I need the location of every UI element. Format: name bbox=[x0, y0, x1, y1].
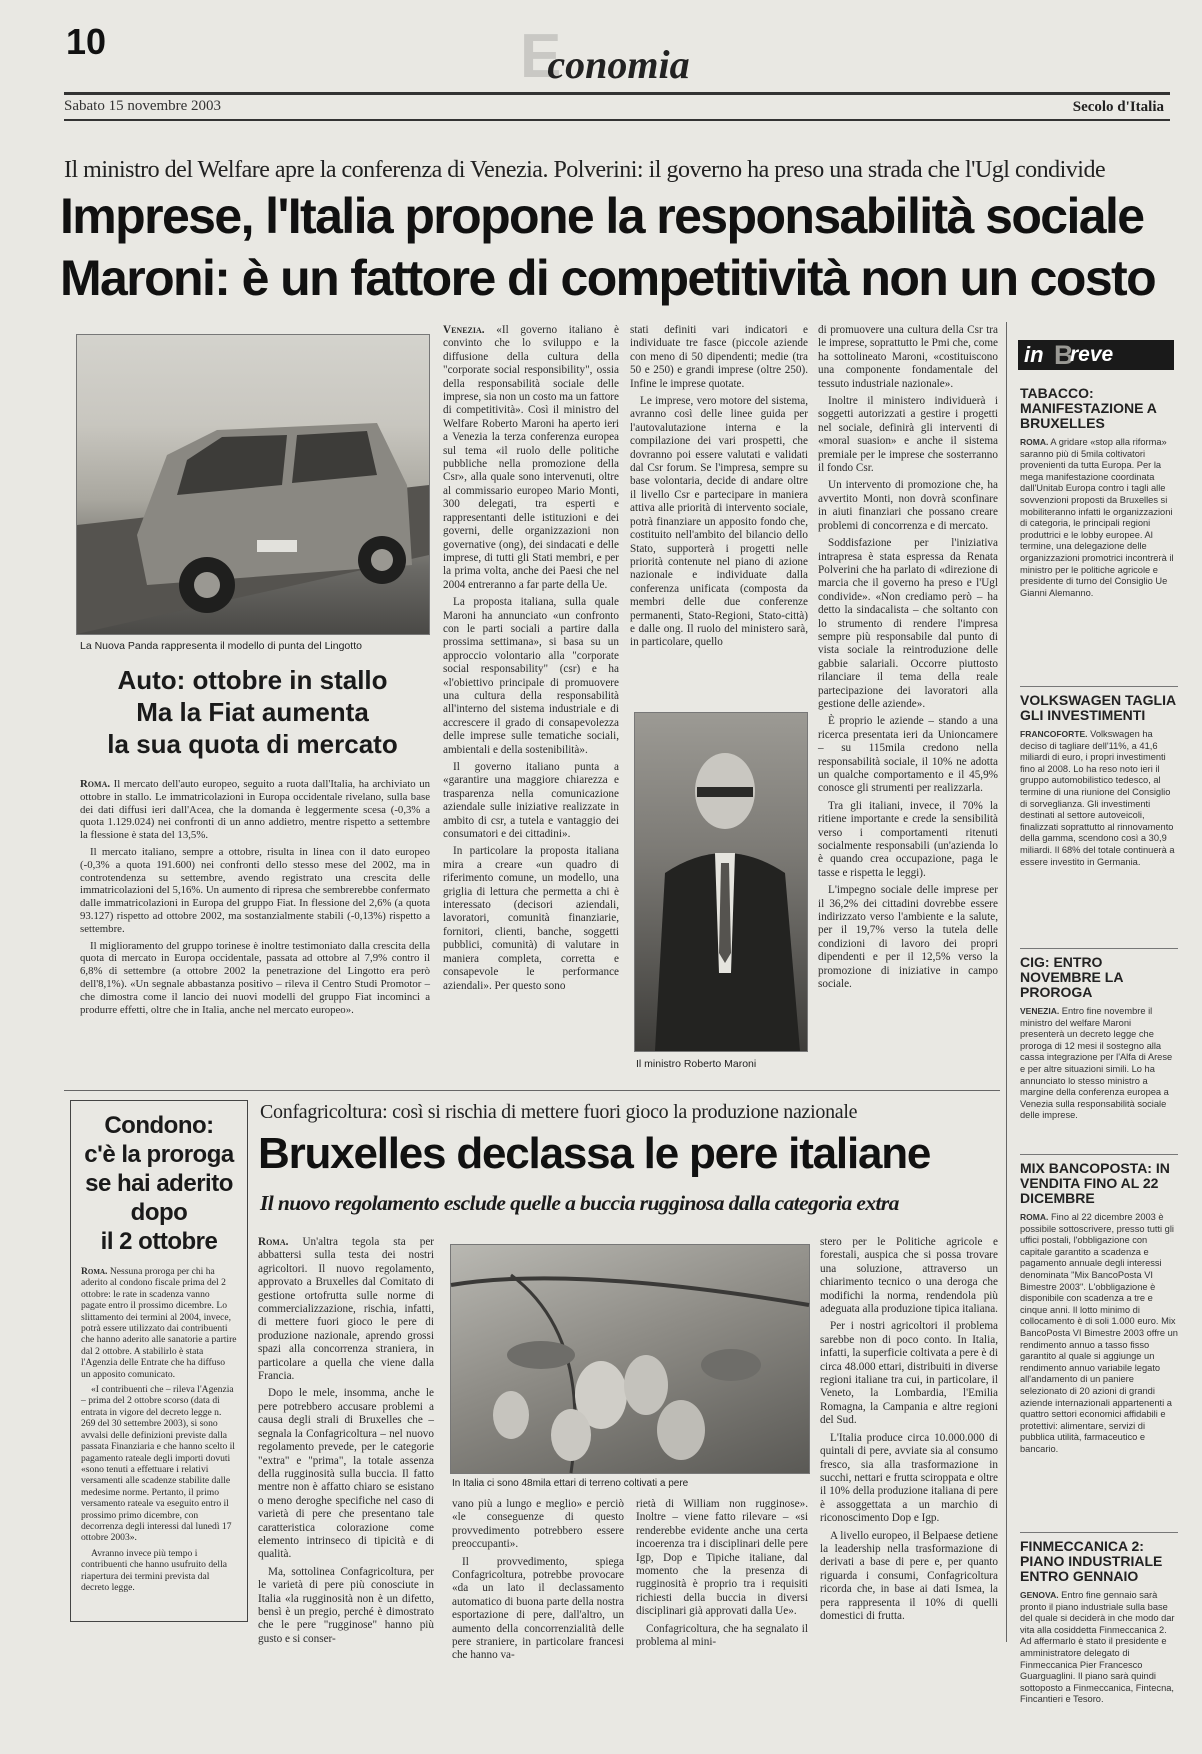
main-para: di promuovere una cultura della Csr tra le imprese, soprattutto le Pmi che, come ha sottolineato Maroni, «costituiscono una componente fondamentale del tessuto industriale nazionale». bbox=[818, 324, 998, 390]
pere-col-4 bbox=[820, 1236, 998, 1626]
main-para: In particolare la proposta italiana mira a creare «un quadro di riferimento comune, un modello, una griglia di lettura che permetta a chi è interessato (decisori aziendali, lavoratori, comunità finanziarie, fornitori, clienti, banche, soggetti pubblici, comunità) di valutare in maniera completa, corretta e consapevole le performance aziendali». Per questo sono bbox=[443, 845, 619, 992]
dateline: Venezia. bbox=[443, 324, 485, 336]
brief-text: ROMA. Fino al 22 dicembre 2003 è possibile sottoscrivere, presso tutti gli uffici postali, l'obbligazione con capitale garantito a scadenza e pagamento annuale degli interessi denominata "Mix BancoPosta VI Bimestre 2003". L'obbligazione è disponibile con scadenza a tre e cinque anni. Il lotto minimo di collocamento è di soli 1.000 euro. Mix BancoPosta VI Bimestre 2003 offre un rendimento annuo a tasso fisso garantito al quale si aggiunge un rendimento annuo variabile legato all'andamento di un paniere selezionato di 20 azioni di grandi aziende internazionali appartenenti a quattro settori economici affidabili e protettivi: alimentare, servizi di pubblica utilità, farmaceutico e bancario. bbox=[1020, 1212, 1178, 1454]
main-kicker: Il ministro del Welfare apre la conferenza di Venezia. Polverini: il governo ha preso una strada che l'Ugl condivide bbox=[64, 157, 1106, 183]
sidebar-divider bbox=[1006, 322, 1007, 1642]
main-para: La proposta italiana, sulla quale Maroni ha annunciato «un confronto con le parti sociali a partire dalla prossima settimana», si basa su un approccio volontario alla "corporate social responsability" (csr) e ha «l'obiettivo principale di promuovere una cultura della responsabilità all'interno del sistema industriale e di accrescere il grado di consapevolezza delle imprese sulle tematiche sociali, ambientali e della sostenibilità». bbox=[443, 596, 619, 756]
condono-para: «I contribuenti che – rileva l'Agenzia – prima del 2 ottobre scorso (data di entrata in vigore del decreto legge n. 269 del 30 settembre 2003), si sono avvalsi delle definizioni previste dalla passata Finanziaria e che hanno scelto il pagamento rateale degli importi dovuti «sono tenuti a effettuare i relativi versamenti alle scadenze stabilite dalle medesime norme. Pertanto, il primo versamento rateale va eseguito entro il prossimo primo dicembre, con decorrenza degli interessi dal lunedì 17 ottobre 2003». bbox=[81, 1384, 235, 1544]
fiat-panda-photo bbox=[76, 334, 430, 635]
pere-para: Dopo le mele, insomma, anche le pere potrebbero accusare problemi a causa degli strali di Bruxelles che – segnala la Confagricoltura – nel nuovo regolamento prevede, per le categorie "extra" e "prima", la totale assenza della rugginosità sulla buccia. Il fatto mentre non è affatto chiaro se esistano o meno deroghe specifiche nel caso di varietà di pere che presentano tale caratteristica colorazione come elemento intrinseco di tipicità e di qualità. bbox=[258, 1387, 434, 1561]
brief-item bbox=[1020, 1532, 1178, 1706]
pere-para: rietà di William non rugginose». Inoltre – viene fatto rilevare – «si renderebbe evidente anche una certa incoerenza tra i disciplinari delle pere Igp, Dop e Tipiche italiane, dal momento che la presenza di rugginosità è proprio tra i requisiti richiesti della buccia in diversi disciplinari già approvati dalla Ue». bbox=[636, 1498, 808, 1618]
condono-h-3: se hai aderito bbox=[85, 1170, 233, 1197]
auto-para-2: Il mercato italiano, sempre a ottobre, risulta in linea con il dato europeo (-0,3% a quota 191.600) nei confronti dello stesso mese del 2002, ma in controtendenza su settembre, avendo registrato una crescita delle immatricolazioni del 5,16%. Un aumento di ripresa che sembrerebbe confermato dalle immatricolazioni in Europa del gruppo Fiat. In flessione del 2,6% (a quota 93.127) rispetto ad ottobre 2002, ma sostanzialmente stabili (-0,13%) rispetto a settembre. bbox=[80, 845, 430, 935]
section-title bbox=[520, 22, 690, 96]
dateline: Roma. bbox=[258, 1236, 289, 1248]
pere-subhead: Il nuovo regolamento esclude quelle a buccia rugginosa dalla categoria extra bbox=[260, 1191, 899, 1215]
in-breve-banner bbox=[1018, 340, 1174, 370]
pere-para: Il provvedimento, spiega Confagricoltura, potrebbe provocare «da un lato il declassamento automatico di buona parte della nostra esportazione di pere, dall'altro, un aumento della concorrenzialità delle pere straniere, in particolare francesi che hanno va- bbox=[452, 1555, 624, 1662]
auto-headline-line-2: Ma la Fiat aumenta bbox=[136, 697, 369, 727]
brief-item bbox=[1020, 386, 1178, 599]
section-rest: conomia bbox=[547, 42, 690, 87]
condono-h-1: Condono: bbox=[104, 1112, 214, 1139]
brief-title: VOLKSWAGEN TAGLIA GLI INVESTIMENTI bbox=[1020, 692, 1176, 723]
main-para: L'impegno sociale delle imprese per il 36,2% dei cittadini dovrebbe essere indirizzato verso l'ambiente e la salute, per il 19,7% verso la tutela delle condizioni di lavoro dei propri dipendenti e per il 12,5% verso la promozione di iniziative in campo sociale. bbox=[818, 884, 998, 991]
brief-item bbox=[1020, 948, 1178, 1122]
portrait-illustration bbox=[635, 713, 807, 1051]
newspaper-name: Secolo d'Italia bbox=[1072, 99, 1164, 115]
condono-h-2: c'è la proroga bbox=[84, 1141, 234, 1168]
header-rule-top bbox=[64, 92, 1170, 95]
condono-headline bbox=[71, 1111, 247, 1256]
dateline: Roma. bbox=[81, 1266, 108, 1277]
brief-item bbox=[1020, 1154, 1178, 1455]
header-rule-bottom bbox=[64, 119, 1170, 121]
auto-headline-line-3: la sua quota di mercato bbox=[107, 729, 398, 759]
auto-para-3: Il miglioramento del gruppo torinese è inoltre testimoniato dalla crescita della quota di mercato in Europa occidentale, passata ad ottobre al 7,9% contro il 6,8% di settembre (a ottobre 2002 la penetrazione del Lingotto era però dell'8,1%). «Un segnale abbastanza positivo – rileva il Centro Studi Promotor – che dimostra come il lancio dei nuovi modelli del gruppo Fiat incominci a produrre effetti, oltre che in Italia, anche nel mercato europeo». bbox=[80, 939, 430, 1016]
main-para: stati definiti vari indicatori e individuate tre fasce (piccole aziende con meno di 50 dipendenti; medie (tra 50 e 250) e grandi imprese (oltre 250). Infine le imprese quotate. bbox=[630, 324, 808, 390]
brief-text: ROMA. A gridare «stop alla riforma» saranno più di 5mila coltivatori provenienti da tutta Europa. Per la mega manifestazione coordinata dall'Unitab Europa contro i tagli alle sovvenzioni proposti da Bruxelles si mobiliteranno infatti le organizzazioni di categoria, le principali regioni produttrici e le lobby europee. Al termine, una delegazione delle organizzazioni promotrici incontrerà il ministro per le politiche agricole e presidente di turno del Consiglio Ue Gianni Alemanno. bbox=[1020, 437, 1174, 598]
pere-para: L'Italia produce circa 10.000.000 di quintali di pere, avviate sia al consumo fresco, sia alla trasformazione in succhi, nettari e frutta sciroppata e oltre il 10% della produzione italiana di pere è assoggettata a un marchio di riconoscimento Dop e Igp. bbox=[820, 1431, 998, 1525]
main-headline-2: Maroni: è un fattore di competitività non un costo bbox=[60, 250, 1156, 306]
fiat-photo-caption: La Nuova Panda rappresenta il modello di punta del Lingotto bbox=[80, 640, 362, 652]
in-breve-in: in bbox=[1024, 342, 1044, 367]
main-para: Inoltre il ministero individuerà i soggetti autorizzati a gestire i progetti nel sociale, definirà gli interventi di «moral suasion» e anche il sistema premiale per le imprese che sosterranno il fondo Csr. bbox=[818, 395, 998, 475]
brief-item bbox=[1020, 686, 1178, 868]
pere-para: vano più a lungo e meglio» e perciò «le conseguenze di questo provvedimento potrebbero essere preoccupanti». bbox=[452, 1498, 624, 1551]
brief-title: CIG: ENTRO NOVEMBRE LA PROROGA bbox=[1020, 954, 1123, 1000]
pere-para: Confagricoltura, che ha segnalato il problema al mini- bbox=[636, 1622, 808, 1649]
pere-col-3 bbox=[636, 1498, 808, 1649]
section-initial: E bbox=[520, 22, 562, 91]
brief-text: FRANCOFORTE. Volkswagen ha deciso di tagliare dell'11%, a 41,6 miliardi di euro, i propri investimenti fino al 2008. Lo ha reso noto ieri il gruppo automobilistico tedesco, al termine di una riunione del Consiglio di sorveglianza. Gli investimenti destinati al settore autoveicoli, finalizzati soprattutto al rinnovamento della gamma, scendono così a 30,9 miliardi. Il 68% del totale continuerà a essere investito in Germania. bbox=[1020, 729, 1175, 867]
auto-headline bbox=[70, 664, 435, 760]
pears-photo bbox=[450, 1244, 810, 1474]
issue-date: Sabato 15 novembre 2003 bbox=[64, 98, 222, 114]
condono-h-5: il 2 ottobre bbox=[100, 1228, 218, 1255]
condono-para: Roma. Nessuna proroga per chi ha aderito al condono fiscale prima del 2 ottobre: le rate in scadenza vanno pagate entro il prossimo dicembre. Lo slittamento dei termini al 2004, invece, potrà essere utilizzato dai contribuenti che hanno aderito alle sanatorie a partire dal 2 ottobre. A stabilirlo è stata l'Agenzia delle Entrate che ha diffuso un apposito comunicato. bbox=[81, 1266, 237, 1380]
pere-para: Ma, sottolinea Confagricoltura, per le varietà di pere più conosciute in Italia «la rugginosità non è un difetto, bensì è un pregio, perché è dimostrato che le pere "rugginose" hanno più gusto e si conser- bbox=[258, 1565, 434, 1645]
pears-illustration bbox=[451, 1245, 809, 1473]
brief-text: GENOVA. Entro fine gennaio sarà pronto il piano industriale sulla base del quale si deciderà in che modo dar vita alla cosiddetta Finmeccanica 2. Ad affermarlo è stato il presidente e amministratore delegato di Finmeccanica Pier Francesco Guarguaglini. Il piano sarà quindi sottoposto a Finmeccanica, Fintecna, Fincantieri e Tesoro. bbox=[1020, 1590, 1175, 1705]
condono-para: Avranno invece più tempo i contribuenti che hanno usufruito della riapertura dei termini prevista dal decreto legge. bbox=[81, 1547, 227, 1593]
maroni-photo-caption: Il ministro Roberto Maroni bbox=[636, 1058, 757, 1070]
pere-kicker: Confagricoltura: così si rischia di mettere fuori gioco la produzione nazionale bbox=[260, 1101, 858, 1123]
auto-para-1: Roma. Il mercato dell'auto europeo, seguito a ruota dall'Italia, ha archiviato un ottobre in stallo. Le immatricolazioni in Europa occidentale rivelano, sulla base dei dati diffusi ieri dall'Acea, che la domanda è leggermente scesa (-0,3% a quota 1.129.024) nei confronti di un anno addietro, mentre rispetto a settembre la flessione è stata del 13,5%. bbox=[80, 778, 431, 842]
pere-para: Per i nostri agricoltori il problema sarebbe non di poco conto. In Italia, infatti, la superficie coltivata a pere è di circa 48.000 ettari, distribuiti in diverse regioni italiane tra cui, in particolare, il Veneto, la Lombardia, l'Emilia Romagna, la Campania e altre regioni del Sud. bbox=[820, 1320, 998, 1427]
pears-photo-caption: In Italia ci sono 48mila ettari di terreno coltivati a pere bbox=[452, 1478, 689, 1489]
pere-headline: Bruxelles declassa le pere italiane bbox=[258, 1129, 931, 1178]
main-para: Venezia. «Il governo italiano è convinto che lo sviluppo e la diffusione della cultura della "corporate social responsibility", ossia della responsabilità sociale delle imprese, sia non un costo ma un fattore di competitività». Così il ministro del Welfare Roberto Maroni ha aperto ieri a Venezia la terza conferenza europea sul tema «il ruolo delle politiche pubbliche nella promozione della Csr», alla quale sono intervenuti, oltre al commissario europeo Mario Monti, 300 delegati, tra esperti e rappresentanti delle istituzioni e dei governi, delle organizzazioni non governative (ong), dei sindacati e delle imprese, di tutti gli Stati membri, e per la prima volta, anche dei Paesi che nel 2004 entreranno a far parte della Ue. bbox=[443, 324, 620, 591]
pere-col-1 bbox=[258, 1236, 435, 1645]
main-para: Tra gli italiani, invece, il 70% la ritiene importante e crede la sensibilità verso i comportamenti ritenuti socialmente responsabili (un'azienda lo è quando crea occupazione, paga le tasse e rispetta le leggi). bbox=[818, 799, 998, 879]
pere-col-2 bbox=[452, 1498, 624, 1662]
main-para: È proprio le aziende – stando a una ricerca presentata ieri da Unioncamere – su 115mila credono nella responsabilità sociale, il 10% ne adotta un qualche comportamento e il 45,9% conosce gli strumenti per realizzarla. bbox=[818, 715, 998, 795]
pere-para: A livello europeo, il Belpaese detiene la leadership nella trasformazione di derivati a base di pere e, per quanto riguarda i consumi, Confagricoltura ricorda che, in base ai dati Ismea, la pera rappresenta il 10% di quelli domestici di frutta. bbox=[820, 1529, 998, 1622]
brief-title: TABACCO: MANIFESTAZIONE A BRUXELLES bbox=[1020, 385, 1157, 431]
car-illustration bbox=[77, 335, 429, 634]
dateline: Roma. bbox=[80, 778, 111, 790]
pere-para: stero per le Politiche agricole e forestali, auspica che si possa trovare una soluzione, attraverso un chiarimento tecnico o una deroga che modifichi la norma, rendendola più adeguata alla produzione tipica italiana. bbox=[820, 1236, 998, 1316]
brief-text: VENEZIA. Entro fine novembre il ministro del welfare Maroni presenterà un decreto legge che proroga di 12 mesi il sostegno alla cassa integrazione per l'Alfa di Arese e per altre situazioni simili. Lo ha annunciato lo stesso ministro a margine della conferenza europea a Venezia sulla responsabilità sociale delle imprese. bbox=[1020, 1006, 1173, 1121]
main-para: Le imprese, vero motore del sistema, avranno così delle linee guida per l'autovalutazione interna e la compilazione dei vari prospetti, che dovranno poi essere valutati e validati dal Csr forum. Se l'impresa, sempre su base volontaria, decide di andare oltre il livello Csr e partecipare in maniera attiva alle priorità di intervento sociale, potrà finanziare un apposito fondo che, costituito nell'ambito del bilancio dello Stato, supporterà i progetti nelle priorità contenute nel piano di azione nazionale e individuate dalla conferenza unificata (composta da membri delle due conferenze permanenti, Stato-Regioni, Stato-città) e dalle ong. Il ruolo del ministero sarà, in particolare, quello bbox=[630, 395, 808, 649]
main-col-2 bbox=[630, 324, 808, 702]
brief-title: MIX BANCOPOSTA: IN VENDITA FINO AL 22 DICEMBRE bbox=[1020, 1160, 1170, 1206]
main-headline-1: Imprese, l'Italia propone la responsabilità sociale bbox=[60, 188, 1144, 244]
main-col-1 bbox=[443, 324, 619, 1072]
condono-body bbox=[81, 1266, 237, 1606]
pere-para: Roma. Un'altra tegola sta per abbattersi sulla testa dei nostri agricoltori. Il nuovo regolamento, approvato a Bruxelles dal Comitato di gestione ortofrutta sulle norme di commercializzazione, rischia, infatti, di mettere fuori gioco le pere di produzione nazionale, aprendo grossi spazi alla concorrenza straniera, in particolare a quella che viene dalla Francia. bbox=[258, 1236, 435, 1383]
in-breve-b: B bbox=[1054, 340, 1074, 370]
condono-box bbox=[70, 1100, 248, 1622]
maroni-photo bbox=[634, 712, 808, 1052]
condono-h-4: dopo bbox=[130, 1199, 188, 1226]
main-para: Il governo italiano punta a «garantire una maggiore chiarezza e trasparenza nella comunicazione aziendale sulle iniziative realizzate in ambito di csr, a tutela e vantaggio dei consumatori e dei cittadini». bbox=[443, 761, 619, 841]
in-breve-rest: reve bbox=[1070, 343, 1114, 366]
brief-title: FINMECCANICA 2: PIANO INDUSTRIALE ENTRO GENNAIO bbox=[1020, 1538, 1163, 1584]
main-para: Soddisfazione per l'iniziativa intrapresa è stata espressa da Renata Polverini che ha parlato di «direzione di marcia che il governo ha preso e l'Ugl condivide». «Non crediamo però – ha detto la sindacalista – che soltanto con lo strumento di rendere l'impresa sempre più responsabile dal punto di vista sociale la reintroduzione delle gabbie salariali. Occorre piuttosto rilanciare il tema della reale partecipazione dei lavoratori alla gestione delle aziende». bbox=[818, 537, 998, 710]
main-para: Un intervento di promozione che, ha avvertito Monti, non dovrà sconfinare in aiuti finanziari che possano creare problemi di concorrenza e di mercato. bbox=[818, 479, 998, 532]
main-col-3 bbox=[818, 324, 998, 1072]
auto-body bbox=[80, 778, 430, 1064]
story-divider bbox=[64, 1090, 1000, 1091]
page-number: 10 bbox=[66, 21, 107, 62]
auto-headline-line-1: Auto: ottobre in stallo bbox=[117, 665, 388, 695]
